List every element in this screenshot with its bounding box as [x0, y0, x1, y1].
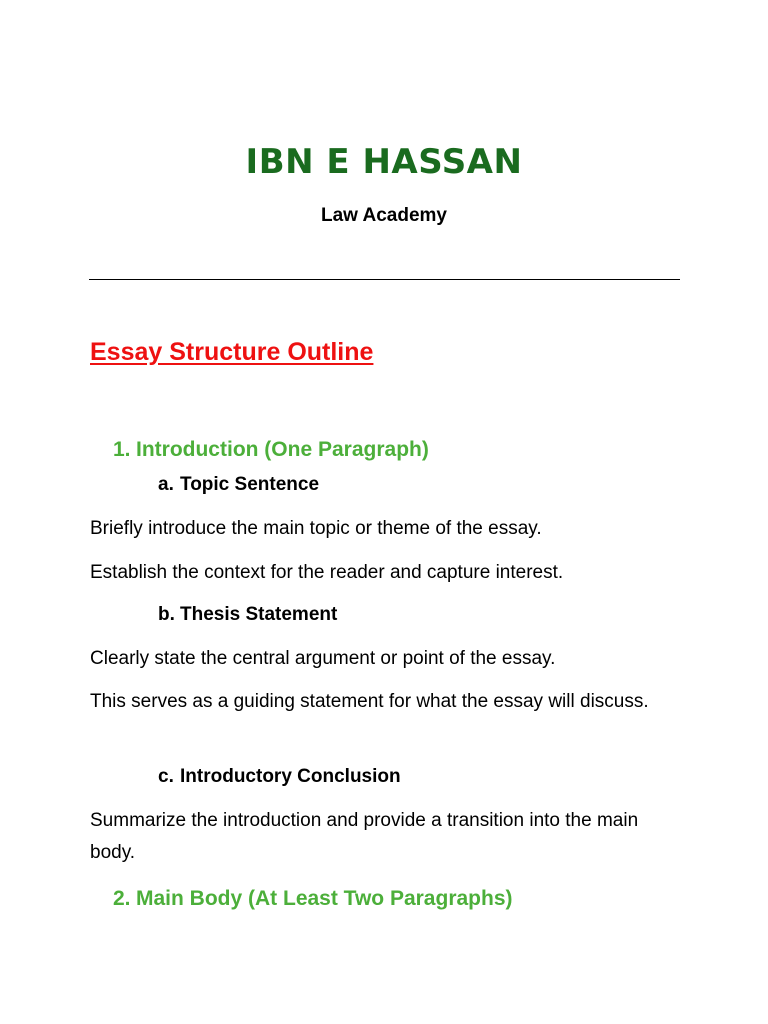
- document-heading: Essay Structure Outline: [90, 338, 374, 366]
- subsection-title: Thesis Statement: [180, 604, 338, 625]
- section-heading-main-body: [113, 885, 513, 913]
- section-number: 1.: [113, 438, 131, 461]
- header-divider: [89, 279, 680, 280]
- paragraph: Clearly state the central argument or point of the essay.: [90, 648, 556, 669]
- subsection-heading-topic-sentence: [158, 473, 319, 497]
- section-number: 2.: [113, 887, 131, 910]
- subsection-title: Introductory Conclusion: [180, 766, 401, 787]
- paragraph: This serves as a guiding statement for what the essay will discuss.: [90, 691, 649, 712]
- section-title: Main Body (At Least Two Paragraphs): [136, 887, 513, 910]
- subsection-letter: a.: [158, 474, 174, 495]
- subsection-heading-introductory-conclusion: [158, 765, 401, 789]
- section-title: Introduction (One Paragraph): [136, 438, 429, 461]
- subsection-letter: b.: [158, 604, 175, 625]
- subsection-title: Topic Sentence: [180, 474, 320, 495]
- brand-subtitle: Law Academy: [320, 205, 447, 226]
- subsection-heading-thesis-statement: [158, 603, 337, 627]
- paragraph: Establish the context for the reader and capture interest.: [90, 562, 564, 583]
- paragraph: Briefly introduce the main topic or theme of the essay.: [90, 518, 542, 539]
- section-heading-introduction: [113, 436, 429, 464]
- paragraph: Summarize the introduction and provide a transition into the main body.: [90, 810, 639, 863]
- subsection-letter: c.: [158, 766, 174, 787]
- brand-title: IBN E HASSAN: [245, 142, 523, 182]
